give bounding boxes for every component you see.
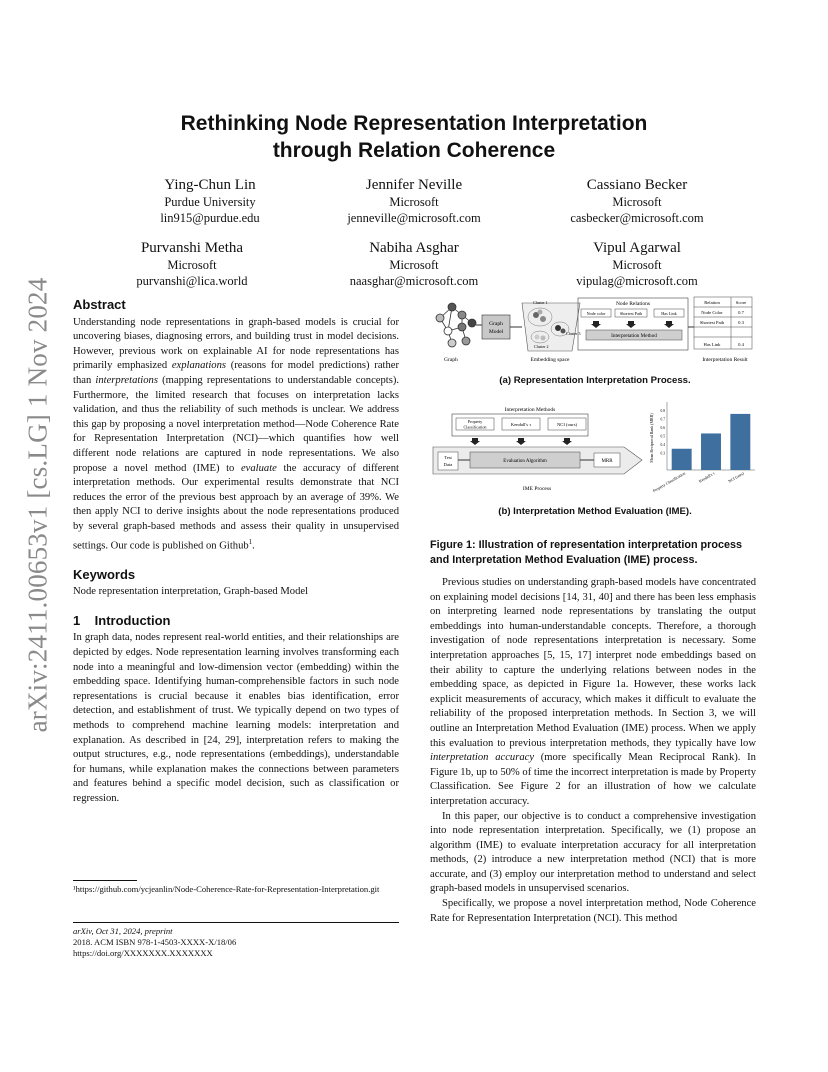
bar-0 (672, 449, 692, 470)
graph-model-box (482, 315, 510, 339)
keywords-heading: Keywords (73, 566, 136, 582)
author-1: Ying-Chun Lin Purdue University lin915@purdue.edu (160, 177, 260, 225)
paragraph-1: Previous studies on understanding graph-based models have concentrated on explaining model decisions [14, 31, 40] and there has been less emphasis on interpreting learned node representations by translating the output embeddings into human-understandable concepts. Therefore, a thorough investigation of node representations interpretation is necessary. Some interpretation approaches [5, 15, 17] interpret node embeddings based on their ability to capture the underlying relations between nodes in the embedding space, as depicted in Figure 1a. However, these works lack explicit measurements of accuracy, which makes it difficult to evaluate the reliability of the proposed interpretation methods. In Section 3, we will outline an Interpretation Method Evaluation (IME) process. When we apply this evaluation to previous interpretation methods, they typically have low interpretation accuracy (more specifically Mean Reciprocal Rank). In Figure 1b, up to 50% of time the incorrect interpretation is made by Property Classification. See Figure 2 for an illustration of how we calculate interpretation accuracy. (430, 577, 756, 807)
arxiv-sidebar (22, 277, 54, 733)
author-4: Purvanshi Metha Microsoft purvanshi@lica.world (136, 240, 248, 288)
svg-text:Node Relations: Node Relations (615, 301, 651, 307)
bar-1 (701, 433, 721, 470)
abstract-heading: Abstract (73, 297, 126, 312)
svg-text:0.3: 0.3 (738, 320, 744, 325)
figure-1b-caption: (b) Interpretation Method Evaluation (IME). (498, 506, 692, 517)
footnote: ¹https://github.com/ycjeanlin/Node-Coherence-Rate-for-Representation-Interpretation.git (73, 884, 380, 894)
svg-text:NCI (ours): NCI (ours) (556, 422, 578, 427)
abstract-text: Understanding node representations in graph-based models is crucial for uncovering biases, diagnosing errors, and building trust in model decisions. However, previous work on explainable AI for node representations has primarily emphasized explanations (reasons for model predictions) rather than interpretations (mapping representations to understandable concepts). Furthermore, the limited research that focuses on interpretation lacks validation, and thus the reliability of such methods is unclear. We address this gap by proposing a novel interpretation method—Node Coherence Rate for Representation Interpretation (NCI)—which quantifies how well different node relations are captured in node representations. We also propose a novel method (IME) to evaluate the accuracy of different interpretation methods. Our experimental results demonstrate that NCI reduces the error of the previous best approach by an average of 39%. We then apply NCI to derive insights about the node representations produced by several graph-based methods and assess their quality in unsupervised settings. Our code is published on Github$^1$. (73, 316, 400, 552)
figure-1a-caption: (a) Representation Interpretation Process. (499, 375, 691, 386)
y-tick-label: 0.7 (660, 417, 665, 422)
svg-text:Shortest Path: Shortest Path (699, 320, 725, 325)
title-line-1: Rethinking Node Representation Interpretation (180, 112, 648, 135)
paragraph-2: In this paper, our objective is to conduct a comprehensive investigation into node representation interpretation. Specifically, we (1) propose an algorithm (IME) to evaluate interpretation accuracy for all interpretation methods, (2) introduce a new interpretation method (NCI) that is more accurate, and (3) employ our interpretation method to understand and select graph-based models in unsupervised scenarios. (430, 810, 756, 895)
intro-text: In graph data, nodes represent real-world entities, and their relationships are depicted by edges. Node representation learning involves transforming each node into a meaningful and low-dimension vector (embedding) within the embedding space. Identifying human-comprehensible factors in such node representations is crucial because it enables bias identification, error detection, and establishment of trust. We typically depend on two types of methods to comprehend machine learning models: interpretation and explanation. As described in [24, 29], interpretation refers to making the output structures, e.g., node representations (embeddings), understandable for humans, while explanation makes the connections between parameters and features behind a specific model decision, such as classification or regression. (73, 632, 399, 804)
keywords-text: Node representation interpretation, Graph-based Model (73, 586, 309, 598)
svg-text:Shortest Path: Shortest Path (619, 311, 643, 316)
x-tick-label: Kendall's τ (697, 470, 716, 484)
paragraph-3: Specifically, we propose a novel interpretation method, Node Coherence Rate for Representation Interpretation (NCI). This method (430, 898, 756, 924)
publication-meta: arXiv, Oct 31, 2024, preprint 2018. ACM ISBN 978-1-4503-XXXX-X/18/06 https://doi.org/XXXXXXX.XXXXXXX (73, 926, 237, 958)
svg-text:0.7: 0.7 (738, 310, 744, 315)
y-tick-label: 0.4 (660, 442, 665, 447)
author-5: Nabiha Asghar Microsoft naasghar@microsoft.com (349, 240, 479, 288)
svg-text:Property: Property (467, 419, 483, 424)
figure-1a (430, 293, 760, 368)
svg-text:0.4: 0.4 (738, 342, 744, 347)
bar-2 (730, 414, 750, 470)
figure-1-caption: Figure 1: Illustration of representation interpretation process and Interpretation Method Evaluation (IME) process. (430, 539, 742, 566)
svg-text:Has Link: Has Link (661, 311, 677, 316)
author-2: Jennifer Neville Microsoft jenneville@microsoft.com (347, 177, 481, 225)
svg-text:Evaluation Algorithm: Evaluation Algorithm (503, 459, 547, 464)
svg-text:Interpretation Methods: Interpretation Methods (504, 407, 556, 413)
title-line-2: through Relation Coherence (272, 139, 556, 162)
author-6: Vipul Agarwal Microsoft vipulag@microsoft.com (576, 240, 698, 288)
svg-text:Has Link: Has Link (703, 342, 721, 347)
right-column (430, 576, 756, 926)
embedding-label: Embedding space (530, 357, 570, 363)
y-tick-label: 0.5 (660, 434, 665, 439)
author-3: Cassiano Becker Microsoft casbecker@microsoft.com (570, 177, 704, 225)
svg-text:Classification: Classification (463, 424, 487, 430)
y-tick-label: 0.8 (660, 408, 665, 413)
x-tick-label: Property Classification (651, 470, 687, 494)
figure-1b-diagram (430, 402, 645, 494)
svg-text:Test: Test (444, 455, 452, 460)
intro-heading: 1 Introduction (73, 612, 171, 628)
mrr-bar-chart (645, 398, 760, 498)
graph-label: Graph (444, 357, 458, 363)
svg-text:Model: Model (488, 329, 504, 335)
svg-text:MRR: MRR (601, 459, 613, 464)
svg-text:Cluster 1: Cluster 1 (533, 300, 548, 305)
footnote-rule (73, 880, 137, 881)
x-tick-label: NCI (ours) (727, 470, 745, 484)
svg-text:Cluster 2: Cluster 2 (534, 344, 549, 349)
svg-text:Graph: Graph (489, 321, 503, 327)
left-column (73, 298, 399, 807)
svg-text:Node Color: Node Color (701, 310, 723, 315)
meta-rule (73, 922, 399, 923)
embedding-space (522, 303, 580, 351)
result-label: Interpretation Result (702, 357, 748, 363)
svg-text:Relation: Relation (704, 300, 720, 305)
svg-text:Node color: Node color (586, 311, 606, 316)
svg-text:Score: Score (735, 300, 747, 305)
arxiv-id: arXiv:2411.00653v1 [cs.LG] 1 Nov 2024 (22, 277, 53, 733)
svg-text:Cluster 3: Cluster 3 (566, 331, 581, 336)
chart-ylabel: Mean Reciprocal Rank (MRR) (649, 413, 654, 463)
svg-text:Kendall's τ: Kendall's τ (510, 422, 532, 427)
graph-icon (436, 303, 476, 347)
y-tick-label: 0.3 (660, 451, 665, 456)
svg-text:Interpretation Method: Interpretation Method (611, 333, 657, 339)
paper-title (0, 110, 828, 164)
y-tick-label: 0.6 (660, 425, 665, 430)
svg-text:Data: Data (443, 462, 453, 467)
ime-label: IME Process (522, 486, 552, 492)
